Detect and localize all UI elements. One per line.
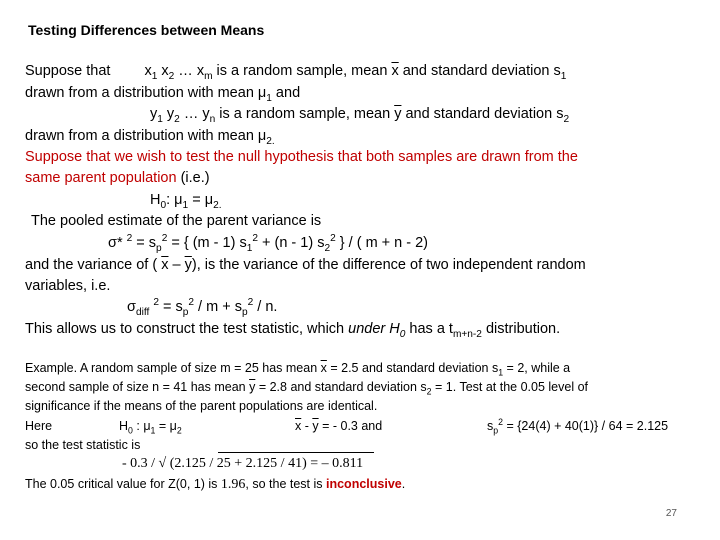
text-line-1: Suppose that $x_1$ $x_2$ … $x_m$ is a random sample, mean $\overline{x}$ and standard deviation $s_1$: [25, 63, 567, 82]
pooled-variance-formula: σ* $^2 = s_p^2$ = { (m - 1) $s_1^2 + (n - 1)$ $s_2^2$ } / ( m + n - 2): [108, 233, 429, 254]
text-line-10: and the variance of ( $\overline{x} - \overline{y}$), is the variance of the difference of two independent random: [25, 257, 586, 273]
text-line-4: drawn from a distribution with mean $\mu_{2.}$: [25, 128, 275, 147]
test-statistic-formula: - 0.3 / √ (2.125 / 25 + 2.125 / 41) = – 0.811: [122, 456, 364, 471]
inconclusive-result: inconclusive: [326, 477, 402, 491]
example-line-2: second sample of size n = 41 has mean $\overline{y} = 2.8$ and standard deviation $s_2 = 1$. Test at the 0.05 level of: [25, 380, 589, 397]
example-line-4: Here $H_0$ : $\mu_1 = \mu_2$ $\overline{x} - \overline{y}$ = - 0.3 and $s_p^2 = \{24(4) + 40(1)\} / 64 = 2.125$: [25, 416, 669, 436]
text-line-8: The pooled estimate of the parent variance is: [31, 213, 322, 229]
hypothesis-line: $H_0$: $\mu_1 = \mu_{2.}$: [150, 192, 222, 211]
example-line-5: so the test statistic is: [25, 438, 141, 452]
text-line-6: same parent population (i.e.): [25, 170, 210, 186]
text-line-11: variables, i.e.: [25, 278, 111, 294]
example-line-3: significance if the means of the parent populations are identical.: [25, 399, 378, 413]
sqrt-vinculum: [218, 452, 374, 453]
text-line-13: This allows us to construct the test statistic, which under $H_0$ has a $t_{m+n-2}$ distribution.: [25, 321, 561, 340]
page-number: 27: [665, 508, 677, 519]
slide-title: Testing Differences between Means: [28, 22, 265, 38]
text-line-3: $y_1$ $y_2$ … $y_n$ is a random sample, mean $\overline{y}$ and standard deviation $s_2$: [150, 106, 570, 125]
example-line-1: Example. A random sample of size m = 25 has mean $\overline{x} = 2.5$ and standard deviation $s_1 = 2$, while a: [25, 361, 571, 378]
text-line-2: drawn from a distribution with mean $\mu_1$ and: [25, 85, 301, 104]
text-line-5: Suppose that we wish to test the null hypothesis that both samples are drawn from the: [25, 149, 578, 165]
example-line-7: The 0.05 critical value for Z(0, 1) is 1.96, so the test is inconclusive.: [25, 477, 406, 492]
diff-variance-formula: $\sigma_{diff}$ $^2 = s_p^2 / m + s_p^2 / n$.: [127, 297, 278, 318]
